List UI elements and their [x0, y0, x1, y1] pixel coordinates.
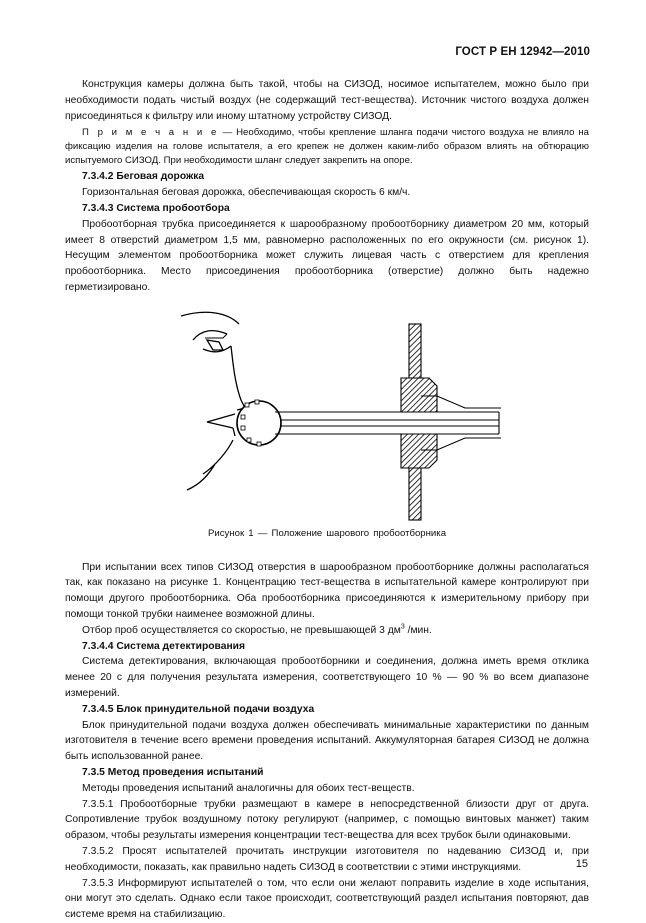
- paragraph: [65, 623, 589, 639]
- paragraph: 7.3.5.3 Информируют испытателей о том, что если они желают поправить изделие в ходе испытания, они могут это сделать. Однако если такое происходит, соответствующий раздел испытания повторяют, дав системе время на стабилизацию.: [65, 877, 589, 921]
- note: [65, 126, 589, 168]
- page-body: [65, 77, 589, 923]
- sampling-rate-text: Отбор проб осуществляется со скоростью, не превышающей 3 дм: [82, 624, 401, 636]
- paragraph: Методы проведения испытаний аналогичны для обоих тест-веществ.: [82, 782, 415, 794]
- face-profile: [181, 312, 245, 490]
- section-heading: 7.3.4.4 Система детектирования: [82, 640, 246, 652]
- section-heading: 7.3.4.3 Система пробоотбора: [82, 202, 230, 214]
- section-heading: 7.3.4.2 Беговая дорожка: [82, 171, 205, 183]
- paragraph: 7.3.5.1 Пробоотборные трубки размещают в камере в непосредственной близости друг от друга. Сопротивление трубок воздушному потоку регулируют (например, с помощью винтовых манжет) таким образом, чтобы результаты измерения концентрации тест-вещества для всех трубок были одинаковыми.: [65, 798, 589, 842]
- note-text: — Необходимо, чтобы крепление шланга подачи чистого воздуха не влияло на фиксацию изделия на голове испытателя, а его крепеж не должен каким-либо образом влиять на обтюрацию испытуемого СИЗОД. При необходимости шланг следует закрепить на опоре.: [65, 127, 589, 167]
- page-number: 15: [575, 858, 588, 870]
- document-code: ГОСТ Р ЕН 12942—2010: [455, 46, 590, 58]
- figure-probe-diagram: [65, 304, 589, 524]
- superscript: 3: [400, 623, 405, 631]
- paragraph: 7.3.5.2 Просят испытателей прочитать инструкции изготовителя по надеванию СИЗОД и, при необходимости, показать, как правильно надеть СИЗОД в соответствии с этими инструкциями.: [65, 845, 589, 873]
- paragraph: При испытании всех типов СИЗОД отверстия в шарообразном пробоотборнике должны располагаться так, как показано на рисунке 1. Концентрацию тест-вещества в испытательной камере контролируют при помощи другого пробоотборника. Оба пробоотборника присоединяются к измерительному прибору при помощи тонкой трубки наименее возможной длины.: [65, 561, 589, 620]
- clamp-lower: [401, 434, 437, 468]
- sphere-probe: [237, 401, 281, 445]
- sampling-tube: [275, 412, 499, 434]
- sampling-rate-unit: /мин.: [404, 624, 432, 636]
- section-heading: 7.3.5 Метод проведения испытаний: [82, 766, 264, 778]
- paragraph: Пробоотборная трубка присоединяется к шарообразному пробоотборнику диаметром 20 мм, который имеет 8 отверстий диаметром 1,5 мм, равномерно расположенных по его окружности (см. рисунок 1). Несущим элементом пробоотборника может служить лицевая часть с отверстием для крепления пробоотборника. Место присоединения пробоотборника (отверстие) должно быть надежно герметизировано.: [65, 218, 589, 293]
- paragraph: Горизонтальная беговая дорожка, обеспечивающая скорость 6 км/ч.: [82, 187, 411, 199]
- paragraph: Конструкция камеры должна быть такой, чтобы на СИЗОД, носимое испытателем, можно было при необходимости подать чистый воздух (не содержащий тест-вещества). Источник чистого воздуха должен присоединяться к фильтру или иному штатному устройству СИЗОД.: [65, 79, 589, 122]
- probe-diagram: [175, 304, 505, 524]
- note-label: П р и м е ч а н и е: [82, 127, 219, 139]
- section-heading: 7.3.4.5 Блок принудительной подачи воздуха: [82, 703, 315, 715]
- clamp-upper: [401, 378, 437, 412]
- figure-caption: Рисунок 1 — Положение шарового пробоотборника: [207, 527, 447, 539]
- paragraph: Блок принудительной подачи воздуха должен обеспечивать минимальные характеристики по данным изготовителя в течение всего времени проведения испытаний. Аккумуляторная батарея СИЗОД не должна быть использованной ранее.: [65, 719, 589, 763]
- paragraph: Система детектирования, включающая пробоотборники и соединения, должна иметь время отклика менее 20 с для получения результата измерения, соответствующего 10 % — 90 % во всем диапазоне измерений.: [65, 656, 589, 699]
- eye-icon: [205, 334, 227, 338]
